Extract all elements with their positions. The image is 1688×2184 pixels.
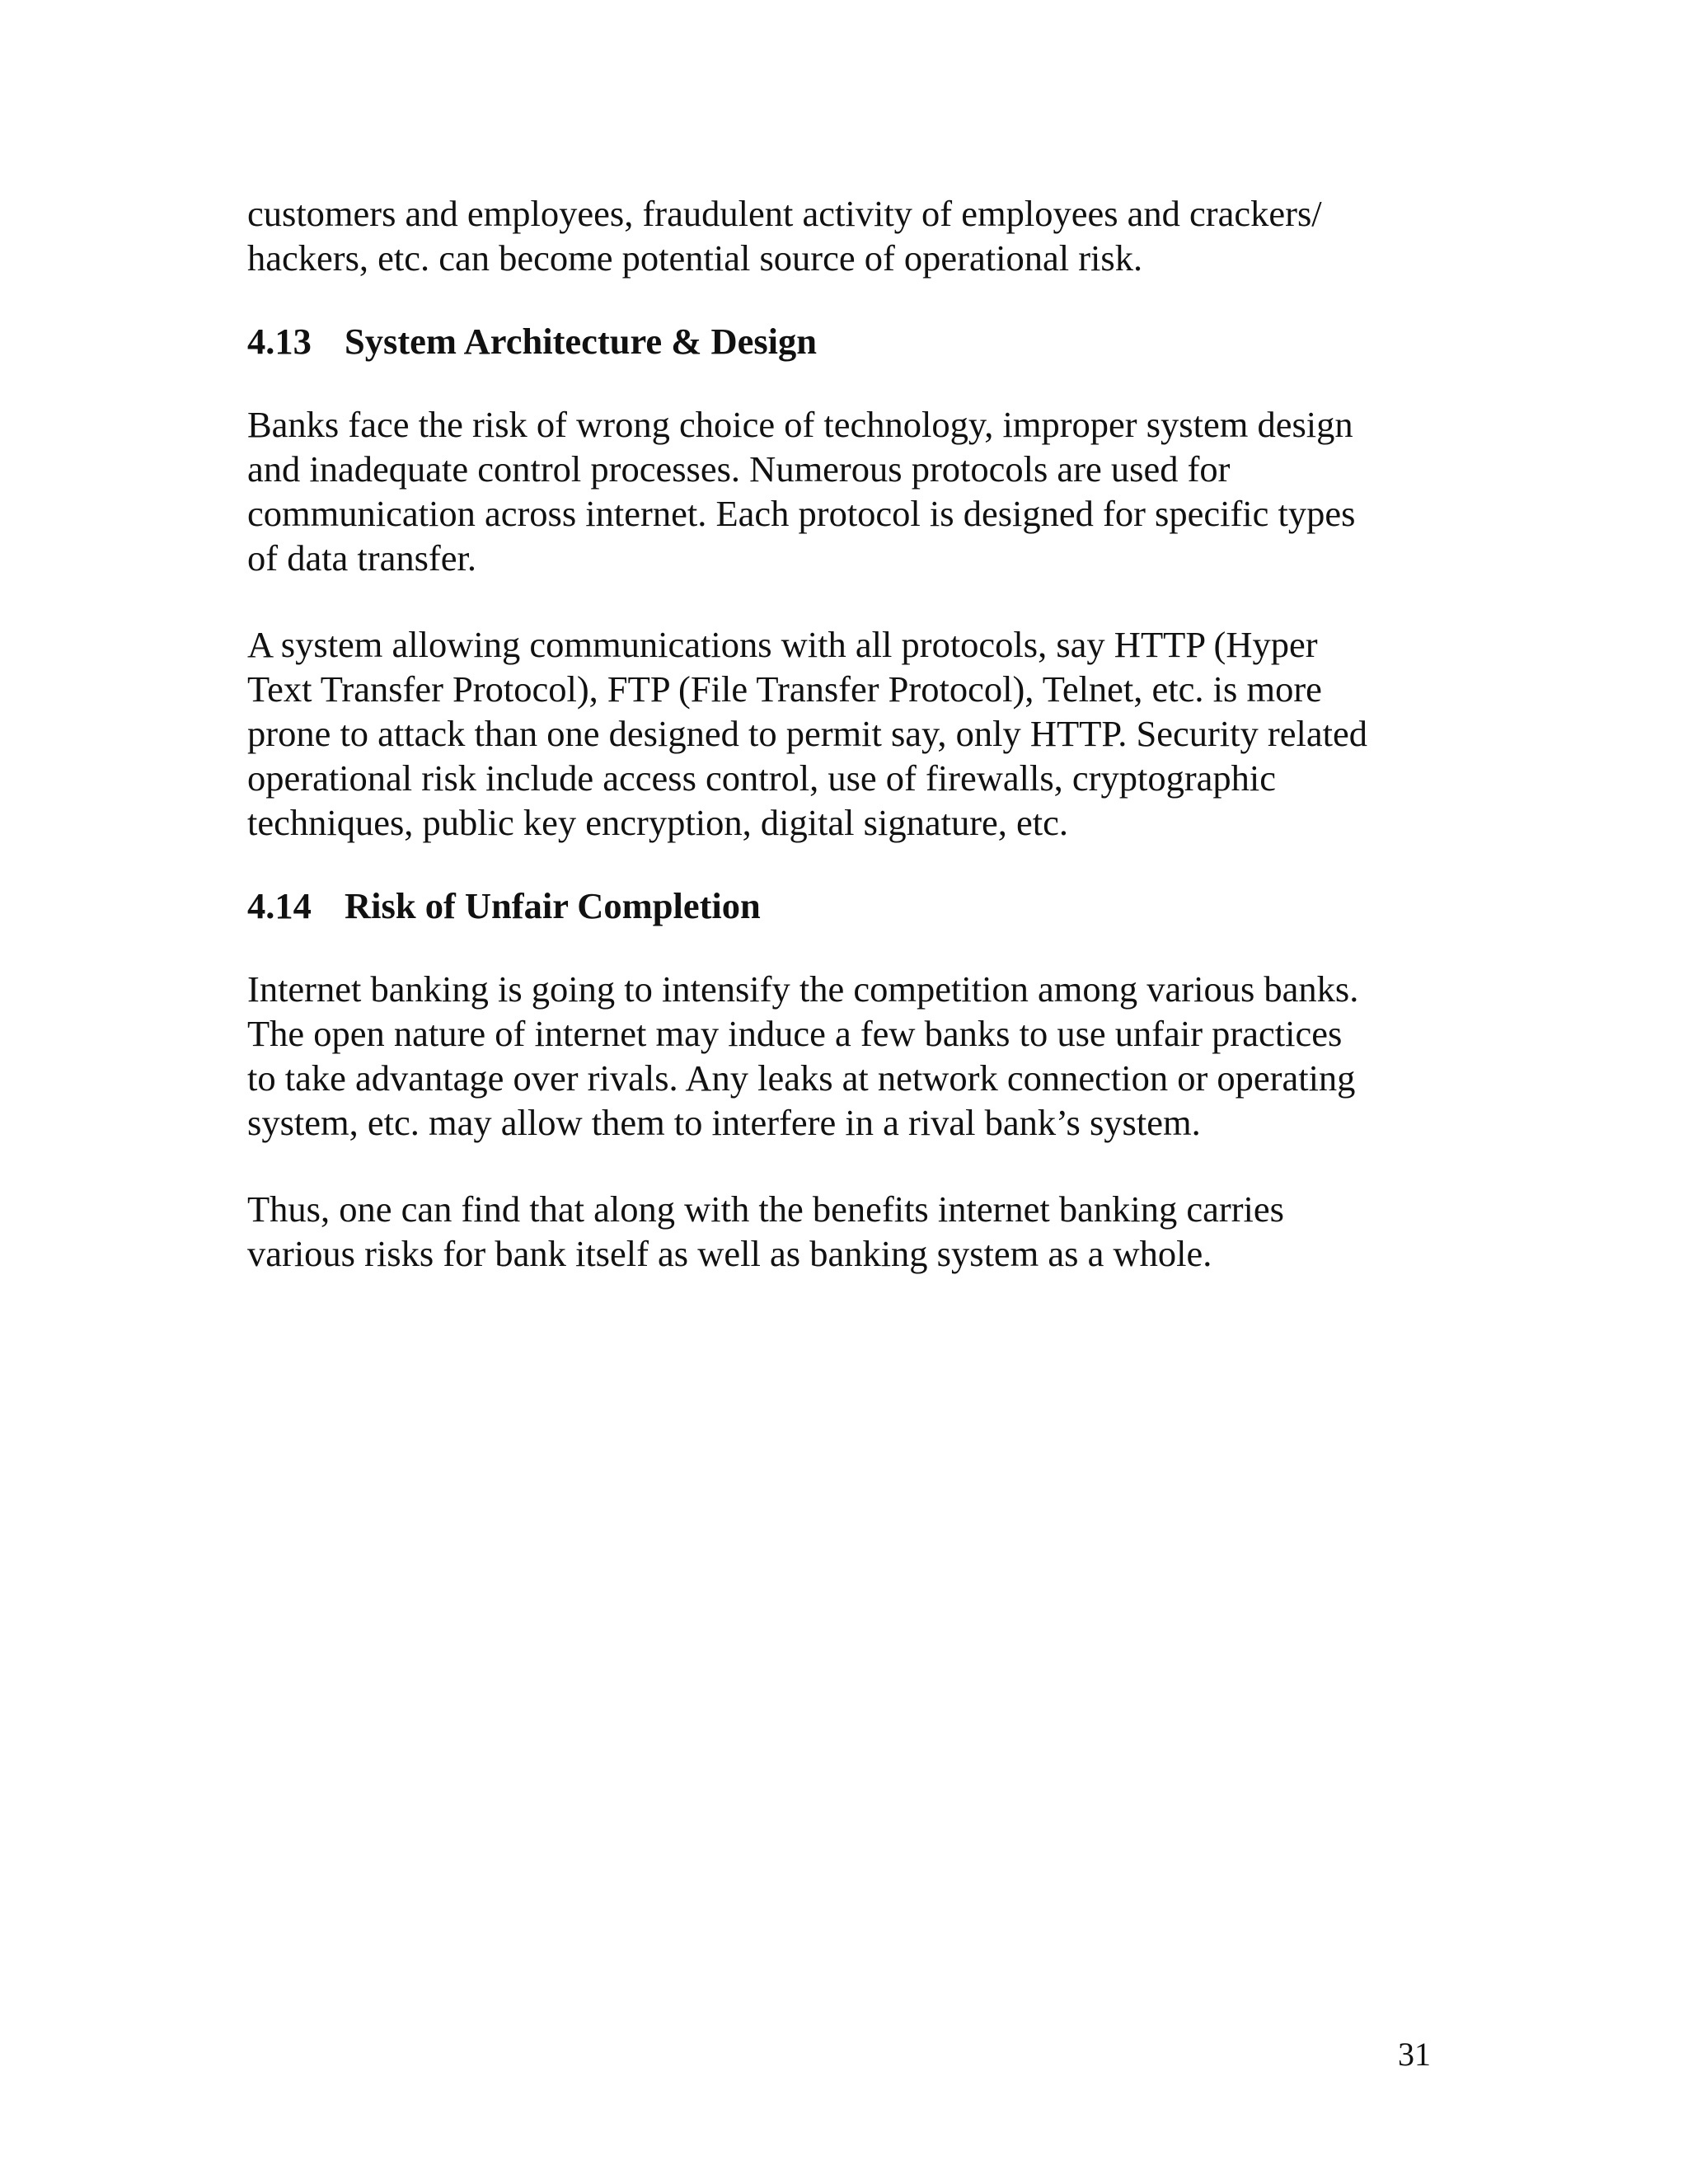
document-page xyxy=(247,191,1442,1276)
paragraph xyxy=(247,622,1442,845)
page-number: 31 xyxy=(1398,2036,1431,2073)
paragraph xyxy=(247,967,1442,1145)
text-line: various risks for bank itself as well as banking system as a whole. xyxy=(247,1233,1212,1274)
text-line: system, etc. may allow them to interfere in a rival bank’s system. xyxy=(247,1102,1201,1143)
intro-paragraph xyxy=(247,191,1442,280)
text-line: prone to attack than one designed to permit say, only HTTP. Security related xyxy=(247,713,1367,754)
text-line: communication across internet. Each protocol is designed for specific types xyxy=(247,493,1356,534)
section-heading-4-13 xyxy=(247,319,1442,363)
section-title: System Architecture & Design xyxy=(345,321,818,362)
text-line: A system allowing communications with all protocols, say HTTP (Hyper xyxy=(247,624,1318,665)
section-heading-4-14 xyxy=(247,883,1442,928)
section-number: 4.13 xyxy=(247,321,312,362)
text-line: hackers, etc. can become potential source of operational risk. xyxy=(247,237,1143,279)
text-line: customers and employees, fraudulent activity of employees and crackers/ xyxy=(247,193,1322,234)
text-line: Thus, one can find that along with the benefits internet banking carries xyxy=(247,1188,1284,1230)
text-line: to take advantage over rivals. Any leaks at network connection or operating xyxy=(247,1057,1356,1099)
section-number: 4.14 xyxy=(247,885,312,926)
text-line: Text Transfer Protocol), FTP (File Transfer Protocol), Telnet, etc. is more xyxy=(247,668,1322,710)
text-line: of data transfer. xyxy=(247,537,476,579)
text-line: techniques, public key encryption, digital signature, etc. xyxy=(247,802,1069,843)
text-line: operational risk include access control, use of firewalls, cryptographic xyxy=(247,757,1277,799)
text-line: Internet banking is going to intensify the competition among various banks. xyxy=(247,968,1359,1010)
paragraph xyxy=(247,402,1442,580)
text-line: The open nature of internet may induce a few banks to use unfair practices xyxy=(247,1013,1343,1054)
section-title: Risk of Unfair Completion xyxy=(345,885,761,926)
paragraph xyxy=(247,1187,1442,1276)
text-line: Banks face the risk of wrong choice of technology, improper system design xyxy=(247,404,1353,445)
text-line: and inadequate control processes. Numerous protocols are used for xyxy=(247,448,1231,490)
